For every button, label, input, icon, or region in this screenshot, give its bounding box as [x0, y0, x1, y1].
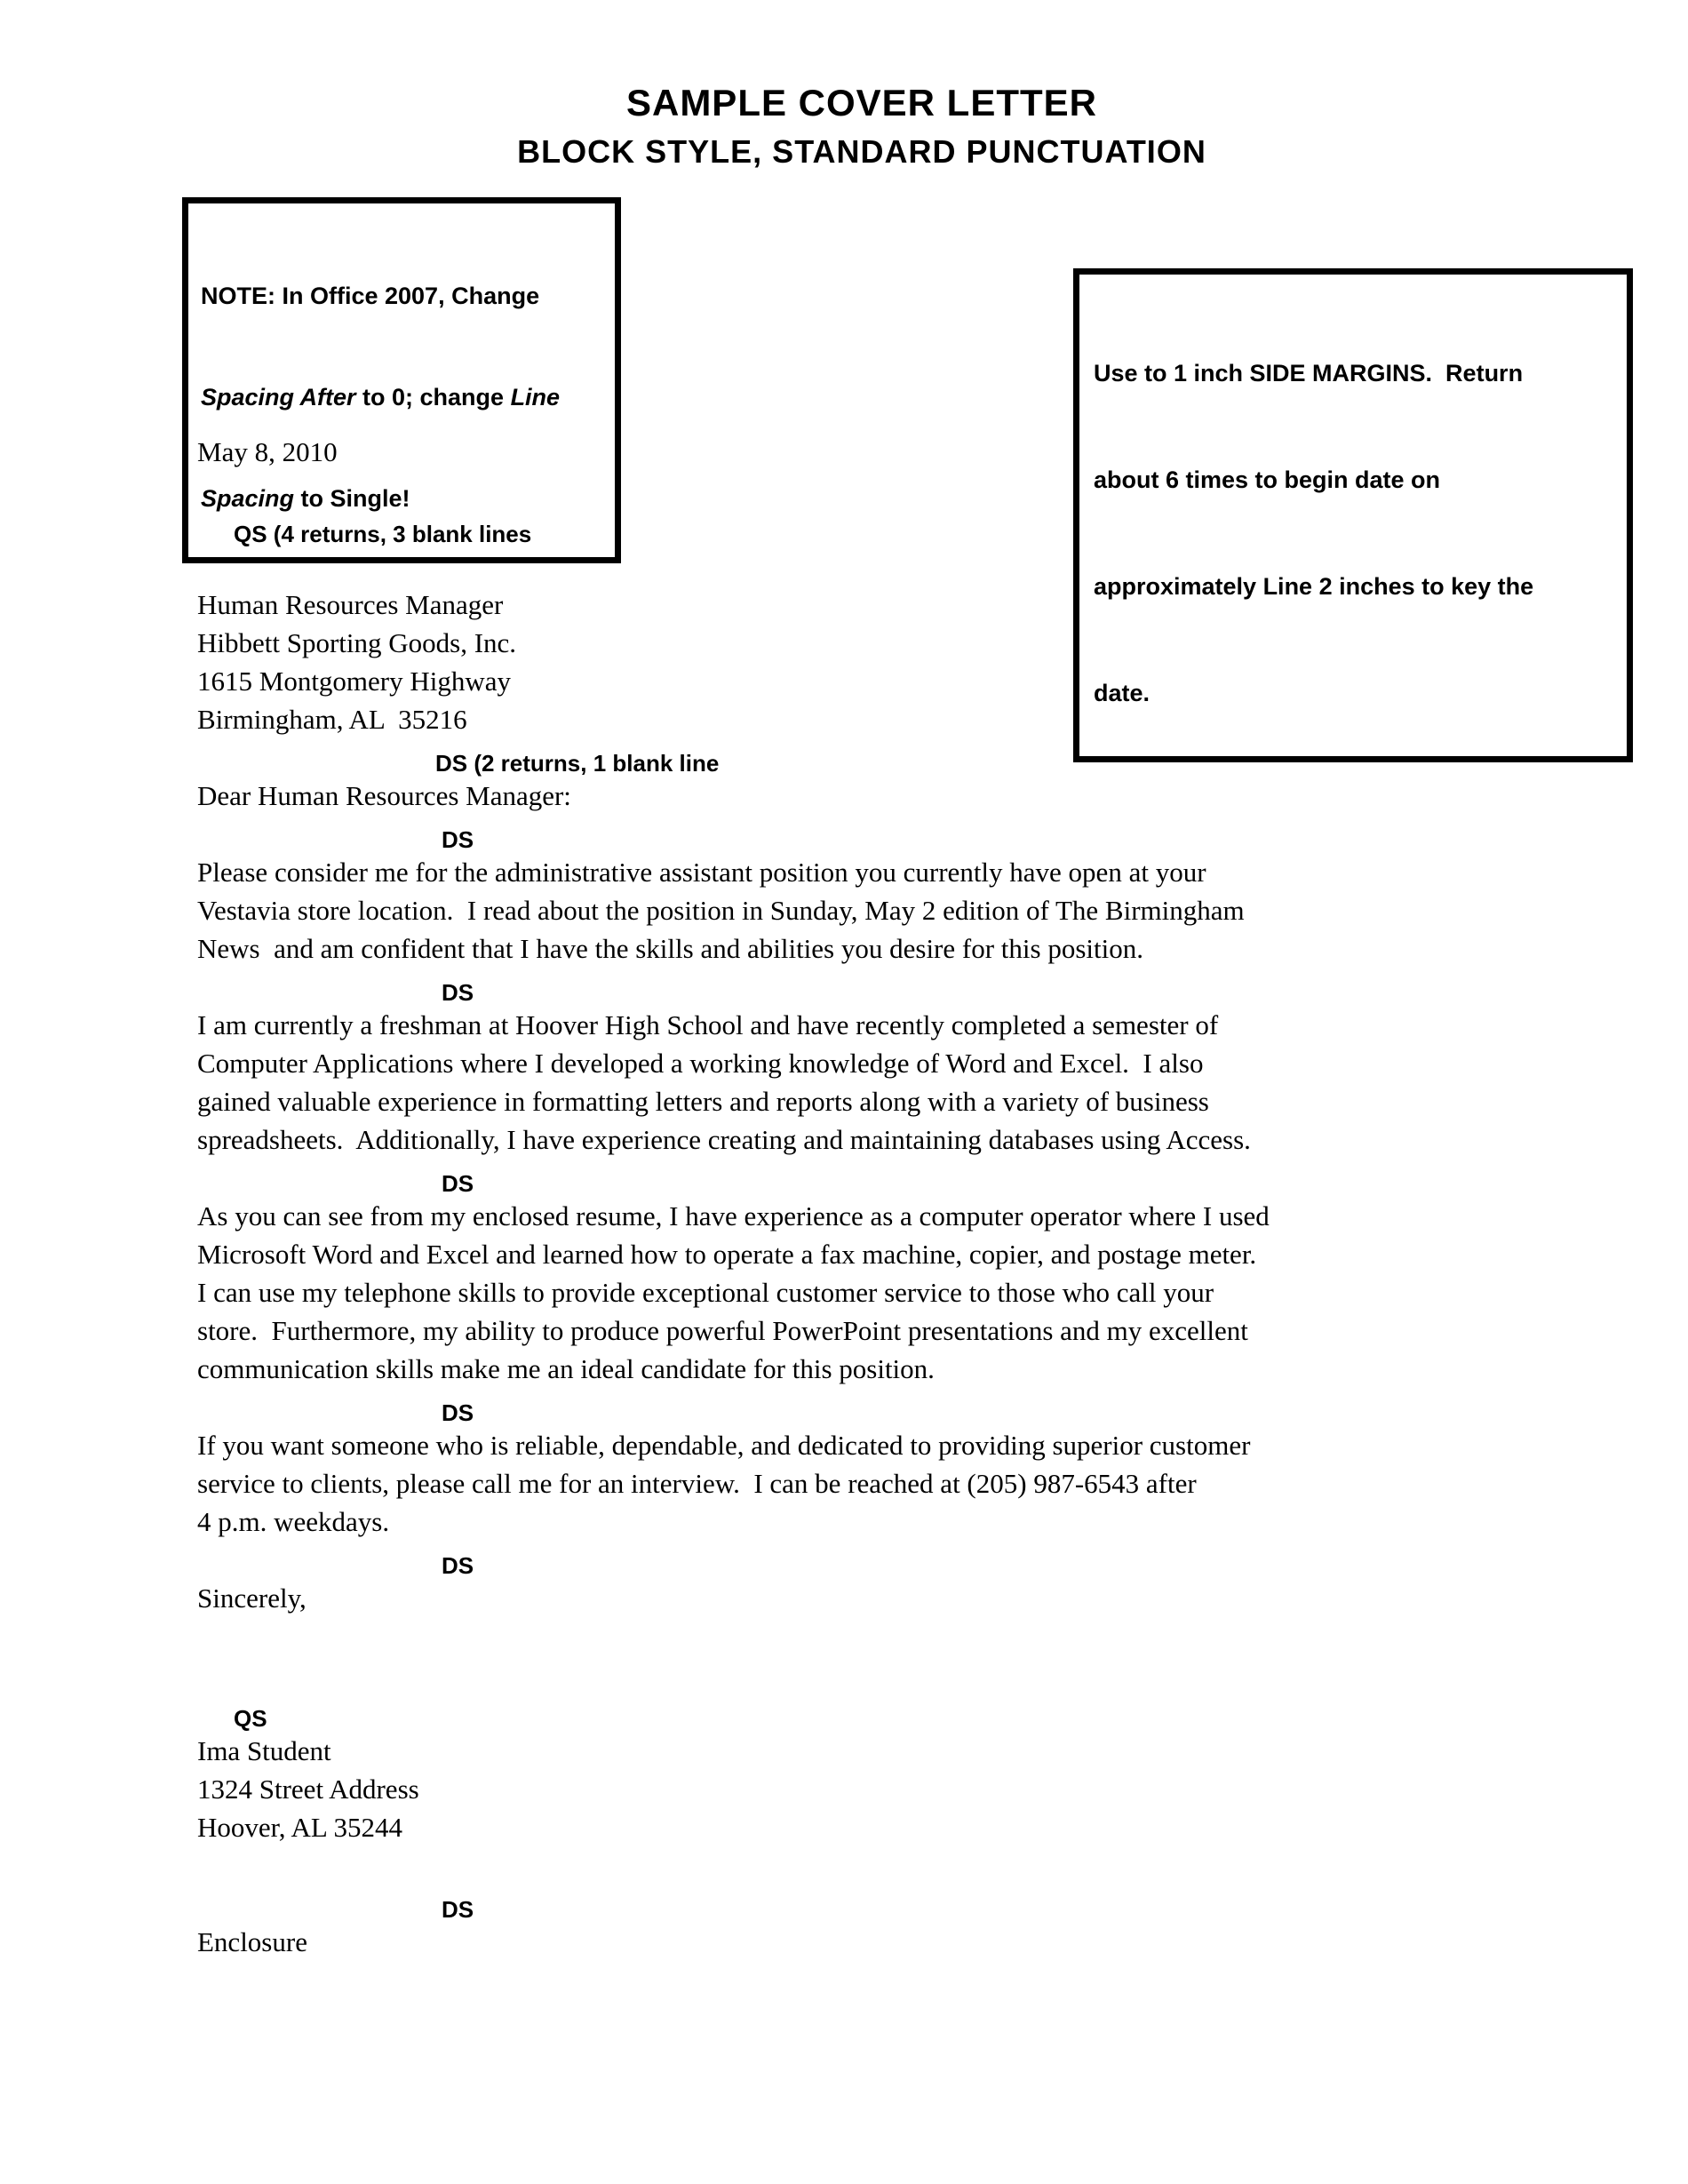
paragraph-1-line: News and am confident that I have the skills and abilities you desire for this position. [197, 933, 1143, 964]
blank-line [197, 1655, 1636, 1694]
margin-box-line: date. [1094, 680, 1151, 706]
paragraph-3-line: communication skills make me an ideal candidate for this position. [197, 1353, 935, 1384]
annotation-ds: DS [442, 979, 474, 1006]
document-title: SAMPLE COVER LETTER [625, 82, 1098, 124]
paragraph-3-line: As you can see from my enclosed resume, I have experience as a computer operator where I used [197, 1200, 1270, 1231]
date-line: May 8, 2010 [197, 436, 338, 467]
signature-line: 1324 Street Address [197, 1774, 419, 1805]
paragraph-4-line: service to clients, please call me for an interview. I can be reached at (205) 987-6543 after [197, 1468, 1197, 1499]
inside-address-line: Birmingham, AL 35216 [197, 704, 467, 735]
paragraph-3-line: I can use my telephone skills to provide exceptional customer service to those who call your [197, 1277, 1214, 1308]
note-line: NOTE: In Office 2007, Change [201, 283, 540, 309]
annotation-qs: QS [234, 1705, 267, 1732]
annotation-qs-4-returns: QS (4 returns, 3 blank lines [234, 521, 532, 547]
paragraph-3-line: Microsoft Word and Excel and learned how to operate a fax machine, copier, and postage meter. [197, 1239, 1257, 1270]
paragraph-2-line: spreadsheets. Additionally, I have experience creating and maintaining databases using Access. [197, 1124, 1251, 1155]
annotation-ds: DS [442, 1896, 474, 1923]
paragraph-2-line: gained valuable experience in formatting letters and reports along with a variety of business [197, 1086, 1209, 1117]
paragraph-3-line: store. Furthermore, my ability to produce powerful PowerPoint presentations and my excellent [197, 1315, 1248, 1346]
margin-box-line: Use to 1 inch SIDE MARGINS. Return [1094, 360, 1524, 387]
blank-line [197, 1846, 1636, 1885]
annotation-ds-2-returns: DS (2 returns, 1 blank line [435, 750, 720, 777]
note-line: Spacing After to 0; change Line [201, 384, 561, 410]
signature-line: Ima Student [197, 1735, 331, 1766]
annotation-ds: DS [442, 1399, 474, 1426]
margin-box-line: about 6 times to begin date on [1094, 466, 1441, 493]
paragraph-2-line: Computer Applications where I developed a working knowledge of Word and Excel. I also [197, 1048, 1204, 1079]
blank-line [197, 471, 1636, 509]
letter-body [197, 433, 1636, 1961]
paragraph-2-line: I am currently a freshman at Hoover High School and have recently completed a semester of [197, 1009, 1219, 1040]
annotation-ds: DS [442, 1552, 474, 1579]
annotation-ds: DS [442, 1170, 474, 1197]
closing-line: Sincerely, [197, 1582, 307, 1614]
paragraph-1-line: Vestavia store location. I read about the position in Sunday, May 2 edition of The Birmingham [197, 895, 1245, 926]
inside-address-line: 1615 Montgomery Highway [197, 666, 512, 697]
paragraph-4-line: If you want someone who is reliable, dependable, and dedicated to providing superior customer [197, 1430, 1251, 1461]
paragraph-4-line: 4 p.m. weekdays. [197, 1506, 390, 1537]
inside-address-line: Hibbett Sporting Goods, Inc. [197, 627, 517, 658]
enclosure-label: Enclosure [197, 1926, 307, 1957]
inside-address-line: Human Resources Manager [197, 589, 504, 620]
blank-line [197, 547, 1636, 586]
paragraph-1-line: Please consider me for the administrative assistant position you currently have open at your [197, 857, 1206, 888]
document-subtitle: BLOCK STYLE, STANDARD PUNCTUATION [517, 133, 1206, 170]
blank-line [197, 1617, 1636, 1655]
salutation: Dear Human Resources Manager: [197, 780, 571, 811]
note-line: Spacing to Single! [201, 485, 410, 512]
signature-line: Hoover, AL 35244 [197, 1812, 402, 1843]
margin-box-line: approximately Line 2 inches to key the [1094, 573, 1534, 600]
annotation-ds: DS [442, 826, 474, 853]
